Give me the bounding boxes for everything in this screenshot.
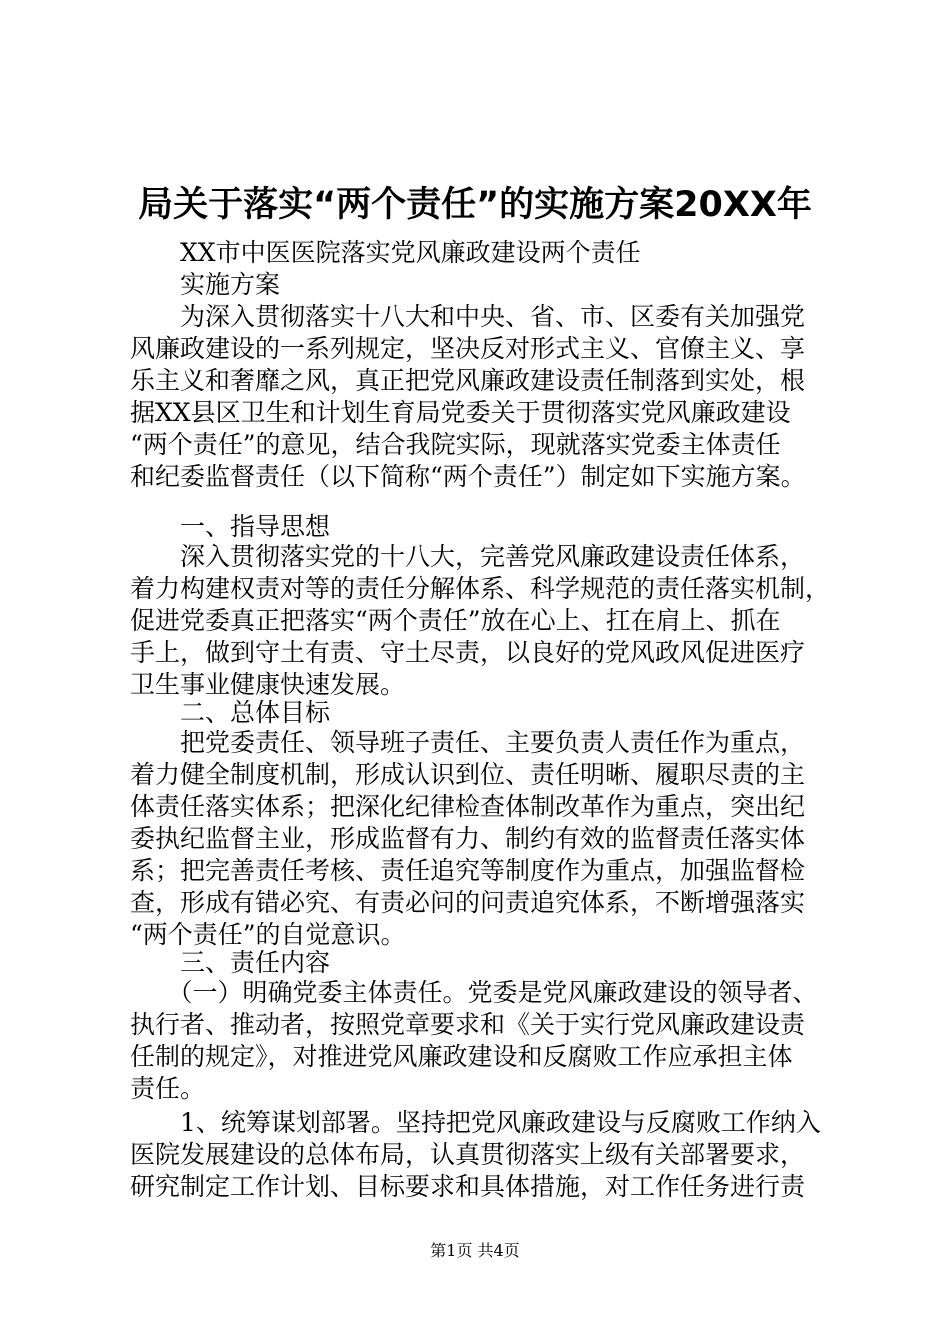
document-title: 局关于落实“两个责任”的实施方案20XX年 (138, 185, 812, 225)
body-line: 风廉政建设的一系列规定，坚决反对形式主义、官僚主义、享 (130, 334, 806, 363)
body-line: 乐主义和奢靡之风，真正把党风廉政建设责任制落到实处，根 (130, 366, 806, 395)
body-line: 为深入贯彻落实十八大和中央、省、市、区委有关加强党 (130, 302, 806, 331)
body-line: 促进党委真正把落实“两个责任”放在心上、扛在肩上、抓在 (130, 606, 781, 635)
body-line: 执行者、推动者，按照党章要求和《关于实行党风廉政建设责 (130, 1010, 806, 1039)
body-line: 查，形成有错必究、有责必问的问责追究体系，不断增强落实 (130, 888, 806, 917)
body-line: 着力健全制度机制，形成认识到位、责任明晰、履职尽责的主 (130, 760, 806, 789)
body-line: 和纪委监督责任（以下简称“两个责任”）制定如下实施方案。 (130, 462, 806, 491)
body-line: 1、统筹谋划部署。坚持把党风廉政建设与反腐败工作纳入 (130, 1108, 821, 1137)
body-line: 实施方案 (130, 270, 281, 299)
body-line: 着力构建权责对等的责任分解体系、科学规范的责任落实机制， (130, 574, 831, 603)
body-line: 系；把完善责任考核、责任追究等制度作为重点，加强监督检 (130, 856, 806, 885)
body-line: “两个责任”的自觉意识。 (130, 920, 406, 949)
body-line: 卫生事业健康快速发展。 (130, 670, 406, 699)
section-heading: 三、责任内容 (130, 948, 331, 977)
body-line: XX市中医医院落实党风廉政建设两个责任 (130, 238, 641, 267)
body-line: 研究制定工作计划、目标要求和具体措施，对工作任务进行责 (130, 1172, 806, 1201)
section-heading: 二、总体目标 (130, 698, 331, 727)
body-line: 委执纪监督主业，形成监督有力、制约有效的监督责任落实体 (130, 824, 806, 853)
body-line: 责任。 (130, 1074, 206, 1103)
page-footer: 第1页 共4页 (430, 1241, 520, 1260)
body-line: 深入贯彻落实党的十八大，完善党风廉政建设责任体系， (130, 542, 806, 571)
body-line: 把党委责任、领导班子责任、主要负责人责任作为重点， (130, 728, 806, 757)
body-line: 任制的规定》，对推进党风廉政建设和反腐败工作应承担主体 (130, 1042, 793, 1071)
body-line: 体责任落实体系；把深化纪律检查体制改革作为重点，突出纪 (130, 792, 806, 821)
body-line: “两个责任”的意见，结合我院实际，现就落实党委主体责任 (130, 430, 781, 459)
body-line: 医院发展建设的总体布局，认真贯彻落实上级有关部署要求， (130, 1140, 806, 1169)
section-heading: 一、指导思想 (130, 512, 331, 541)
body-line: （一）明确党委主体责任。党委是党风廉政建设的领导者、 (130, 978, 818, 1007)
body-line: 据XX县区卫生和计划生育局党委关于贯彻落实党风廉政建设 (130, 398, 791, 427)
body-line: 手上，做到守土有责、守土尽责，以良好的党风政风促进医疗 (130, 638, 806, 667)
